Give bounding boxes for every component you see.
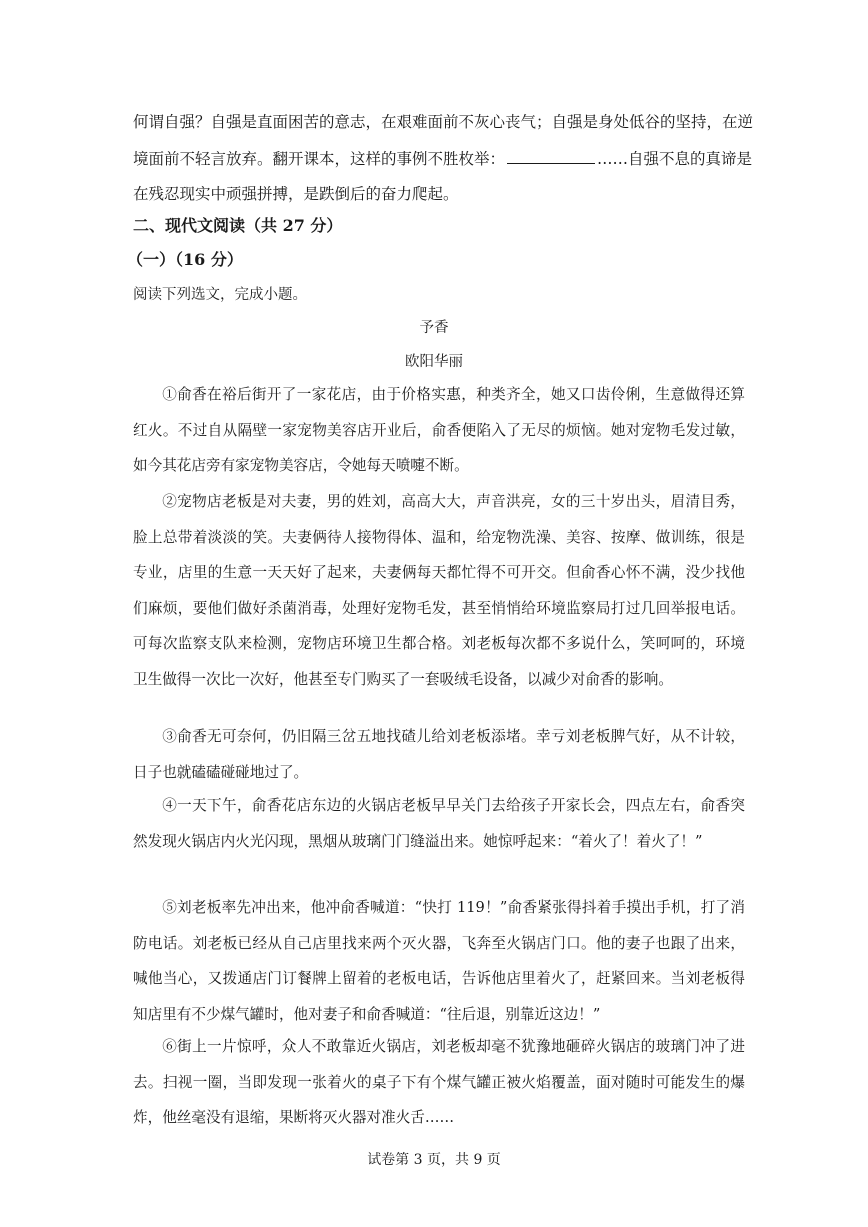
paragraph-1: ①俞香在裕后街开了一家花店，由于价格实惠，种类齐全，她又口齿伶俐，生意做得还算红火。不过自从隔壁一家宠物美容店开业后，俞香便陷入了无尽的烦恼。她对宠物毛发过敏，如今其花店旁有家宠物美容店，令她每天喷嚏不断。 bbox=[133, 386, 745, 474]
instruction: 阅读下列选文，完成小题。 bbox=[133, 287, 307, 303]
subsection-title: （一）（16 分） bbox=[127, 250, 243, 269]
intro-line-2-before: 境面前不轻言放弃。翻开课本，这样的事例不胜枚举： bbox=[133, 150, 506, 168]
intro-line-3: 在残忍现实中顽强拼搏，是跌倒后的奋力爬起。 bbox=[133, 185, 459, 203]
paragraph-2: ②宠物店老板是对夫妻，男的姓刘，高高大大，声音洪亮，女的三十岁出头，眉清目秀，脸上总带着淡淡的笑。夫妻俩待人接物得体、温和，给宠物洗澡、美容、按摩、做训练，很是专业，店里的生意一天天好了起来，夫妻俩每天都忙得不可开交。但俞香心怀不满，没少找他们麻烦，要他们做好杀菌消毒，处理好宠物毛发，甚至悄悄给环境监察局打过几回举报电话。可每次监察支队来检测，宠物店环境卫生都合格。刘老板每次都不多说什么，笑呵呵的，环境卫生做得一次比一次好，他甚至专门购买了一套吸绒毛设备，以减少对俞香的影响。 bbox=[133, 493, 745, 688]
intro-line-2-after: ……自强不息的真谛是 bbox=[597, 150, 753, 168]
paragraph-4: ④一天下午，俞香花店东边的火锅店老板早早关门去给孩子开家长会，四点左右，俞香突然发现火锅店内火光闪现，黑烟从玻璃门门缝溢出来。她惊呼起来：“着火了！着火了！” bbox=[133, 797, 745, 850]
paragraph-6: ⑥街上一片惊呼，众人不敢靠近火锅店，刘老板却毫不犹豫地砸碎火锅店的玻璃门冲了进去。扫视一圈，当即发现一张着火的桌子下有个煤气罐正被火焰覆盖，面对随时可能发生的爆炸，他丝毫没有退缩，果断将灭火器对准火舌…… bbox=[133, 1038, 745, 1126]
paragraph-5: ⑤刘老板率先冲出来，他冲俞香喊道：“快打 119！”俞香紧张得抖着手摸出手机，打了消防电话。刘老板已经从自己店里找来两个灭火器，飞奔至火锅店门口。他的妻子也跟了出来，喊他当心，又拨通店门订餐牌上留着的老板电话，告诉他店里着火了，赶紧回来。当刘老板得知店里有不少煤气罐时，他对妻子和俞香喊道：“往后退，别靠近这边！” bbox=[133, 899, 745, 1023]
section-title: 二、现代文阅读（共 27 分） bbox=[133, 216, 343, 235]
answer-blank[interactable] bbox=[507, 149, 595, 164]
intro-line-1: 何谓自强？自强是直面困苦的意志，在艰难面前不灰心丧气；自强是身处低谷的坚持，在逆 bbox=[133, 113, 754, 131]
page-footer: 试卷第 3 页，共 9 页 bbox=[367, 1152, 501, 1168]
intro-line-2 bbox=[133, 149, 752, 169]
paragraph-3: ③俞香无可奈何，仍旧隔三岔五地找碴儿给刘老板添堵。幸亏刘老板脾气好，从不计较，日子也就磕磕碰碰地过了。 bbox=[133, 728, 745, 781]
article-title: 予香 bbox=[419, 320, 449, 336]
article-author: 欧阳华丽 bbox=[405, 354, 463, 370]
